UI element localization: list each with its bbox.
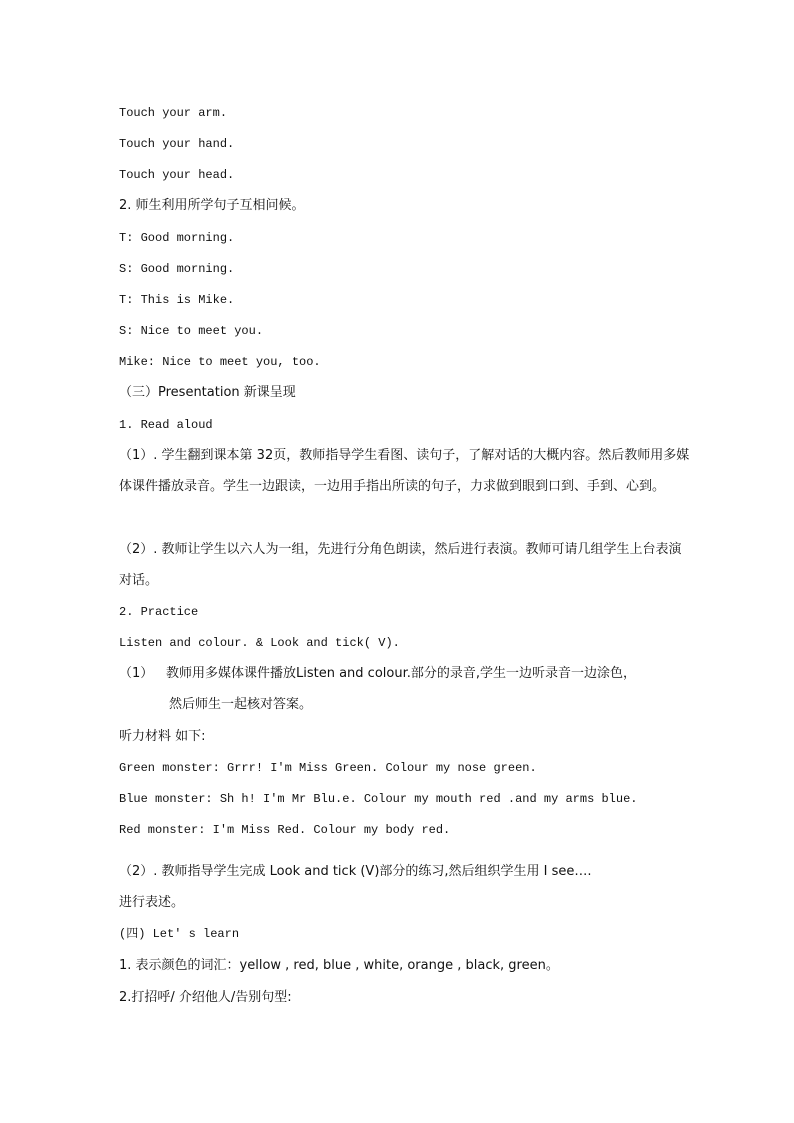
text-line: Touch your arm. [119,106,228,120]
dialogue-line: S: Nice to meet you. [119,324,264,338]
dialogue-line: T: Good morning. [119,231,235,245]
text-line: Touch your head. [119,168,235,182]
dialogue-line: Mike: Nice to meet you, too. [119,355,321,369]
section-heading-lets-learn: (四) Let' s learn [119,927,240,941]
text-line: Touch your hand. [119,137,235,151]
practice-line: Listen and colour. & Look and tick( V). [119,636,400,650]
greeting-patterns-line: 2.打招呼/ 介绍他人/告别句型: [119,990,292,1005]
dialogue-line: S: Good morning. [119,262,235,276]
paragraph-look-and-tick-continued: 进行表述。 [119,895,185,910]
paragraph-look-and-tick: （2）. 教师指导学生完成 Look and tick (V)部分的练习,然后组织学生用 I see…. [119,864,592,879]
item-number: （1） [119,666,154,681]
practice-item-1 [119,666,636,682]
subsection-heading-practice: 2. Practice [119,605,199,619]
step-heading: 2. 师生利用所学句子互相问候。 [119,198,305,213]
listening-line: Blue monster: Sh h! I'm Mr Blu.e. Colour my mouth red .and my arms blue. [119,792,638,806]
paragraph-read-aloud-2: （2）. 教师让学生以六人为一组，先进行分角色朗读，然后进行表演。教师可请几组学生上台表演对话。 [119,542,682,588]
section-heading-presentation: （三）Presentation 新课呈现 [119,385,296,400]
listening-line: Green monster: Grrr! I'm Miss Green. Colour my nose green. [119,761,537,775]
practice-item-1-continued: 然后师生一起核对答案。 [169,697,313,712]
colors-vocabulary-line: 1. 表示颜色的词汇：yellow , red, blue , white, orange , black, green。 [119,958,559,973]
listening-line: Red monster: I'm Miss Red. Colour my body red. [119,823,451,837]
paragraph-read-aloud-1: （1）. 学生翻到课本第 32页，教师指导学生看图、读句子，了解对话的大概内容。然后教师用多媒体课件播放录音。学生一边跟读，一边用手指出所读的句子，力求做到眼到口到、手到、心到。 [119,448,690,494]
listening-heading: 听力材料 如下: [119,729,206,744]
dialogue-line: T: This is Mike. [119,293,235,307]
item-text: 教师用多媒体课件播放Listen and colour.部分的录音,学生一边听录音一边涂色， [166,666,637,681]
subsection-heading-read-aloud: 1. Read aloud [119,418,213,432]
